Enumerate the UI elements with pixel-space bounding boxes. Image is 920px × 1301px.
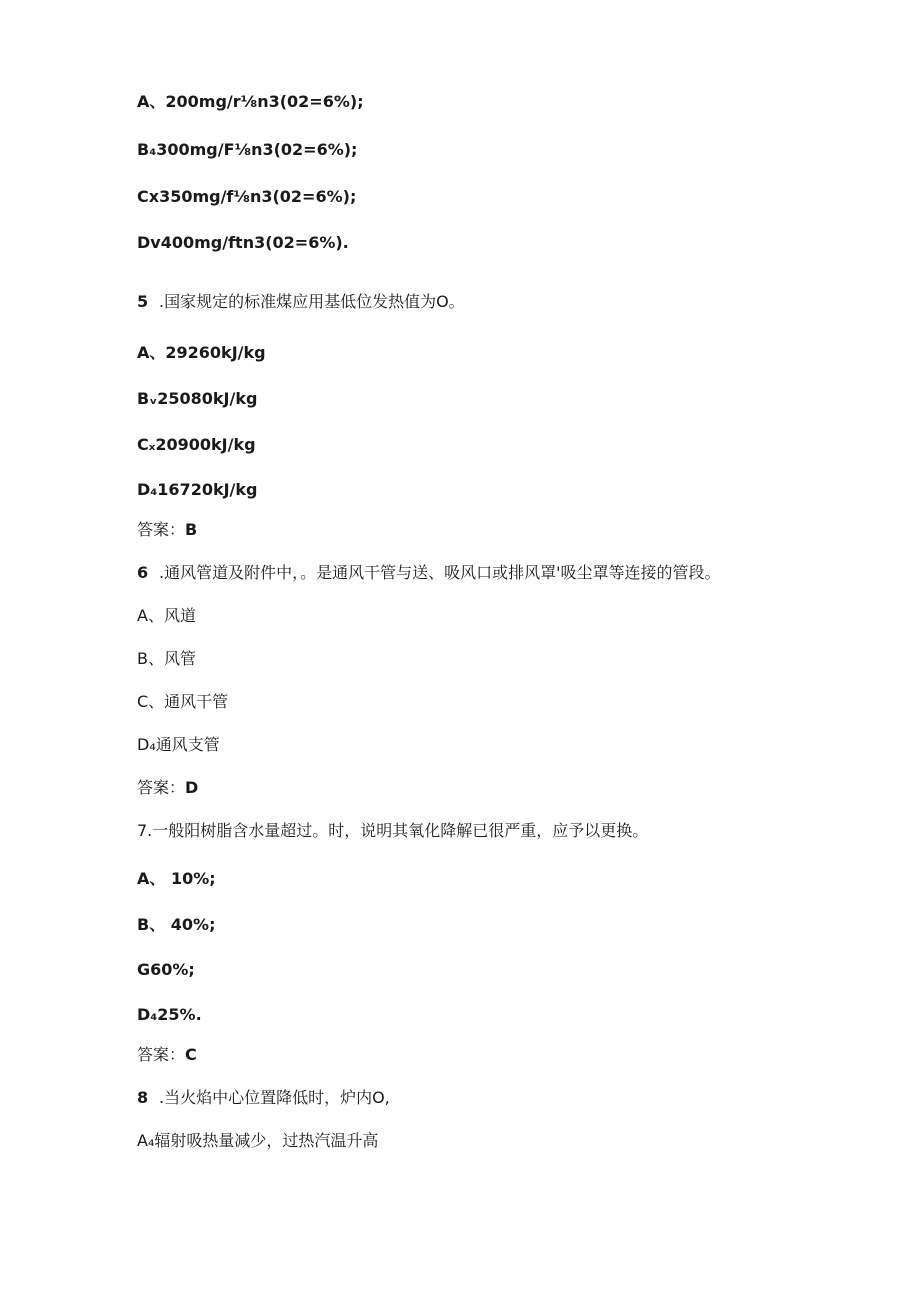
option-c: Cₓ20900kJ/kg xyxy=(137,435,256,454)
option-c: C、通风干管 xyxy=(137,692,229,711)
option-b: B₄300mg/F⅛n3(02=6%); xyxy=(137,140,358,159)
option-a: A、 10%; xyxy=(137,869,216,888)
answer-label: 答案： xyxy=(137,520,186,539)
answer-line xyxy=(137,1045,197,1065)
option-b: Bᵥ25080kJ/kg xyxy=(137,389,258,408)
answer-value: B xyxy=(185,520,198,539)
question-text: .当火焰中心位置降低时，炉内O, xyxy=(159,1088,390,1107)
option-a: A、200mg/r⅛n3(02=6%); xyxy=(137,92,364,111)
question-7 xyxy=(137,821,648,841)
option-d: Dv400mg/ftn3(02=6%). xyxy=(137,233,349,252)
option-b: B、风管 xyxy=(137,649,196,668)
answer-value: C xyxy=(185,1045,197,1064)
question-text: .通风管道及附件中，。是通风干管与送、吸风口或排风罩'吸尘罩等连接的管段。 xyxy=(159,563,721,582)
question-text: 7.一般阳树脂含水量超过。时，说明其氧化降解已很严重，应予以更换。 xyxy=(137,821,649,840)
question-text: .国家规定的标准煤应用基低位发热值为O。 xyxy=(159,292,465,311)
answer-label: 答案： xyxy=(137,1045,186,1064)
option-d: D₄通风支管 xyxy=(137,735,220,754)
answer-label: 答案： xyxy=(137,778,186,797)
answer-value: D xyxy=(185,778,199,797)
answer-line xyxy=(137,520,197,540)
option-a: A₄辐射吸热量减少，过热汽温升高 xyxy=(137,1131,379,1150)
option-c: G60%; xyxy=(137,960,195,979)
question-6 xyxy=(137,563,721,583)
question-8 xyxy=(137,1088,390,1108)
option-a: A、风道 xyxy=(137,606,196,625)
answer-line xyxy=(137,778,198,798)
option-d: D₄25%. xyxy=(137,1005,202,1024)
question-number: 8 xyxy=(137,1088,149,1107)
option-c: Cx350mg/f⅛n3(02=6%); xyxy=(137,187,357,206)
option-d: D₄16720kJ/kg xyxy=(137,480,258,499)
question-number: 5 xyxy=(137,292,149,311)
question-5 xyxy=(137,292,465,312)
option-a: A、29260kJ/kg xyxy=(137,343,266,362)
option-b: B、 40%; xyxy=(137,915,216,934)
question-number: 6 xyxy=(137,563,149,582)
